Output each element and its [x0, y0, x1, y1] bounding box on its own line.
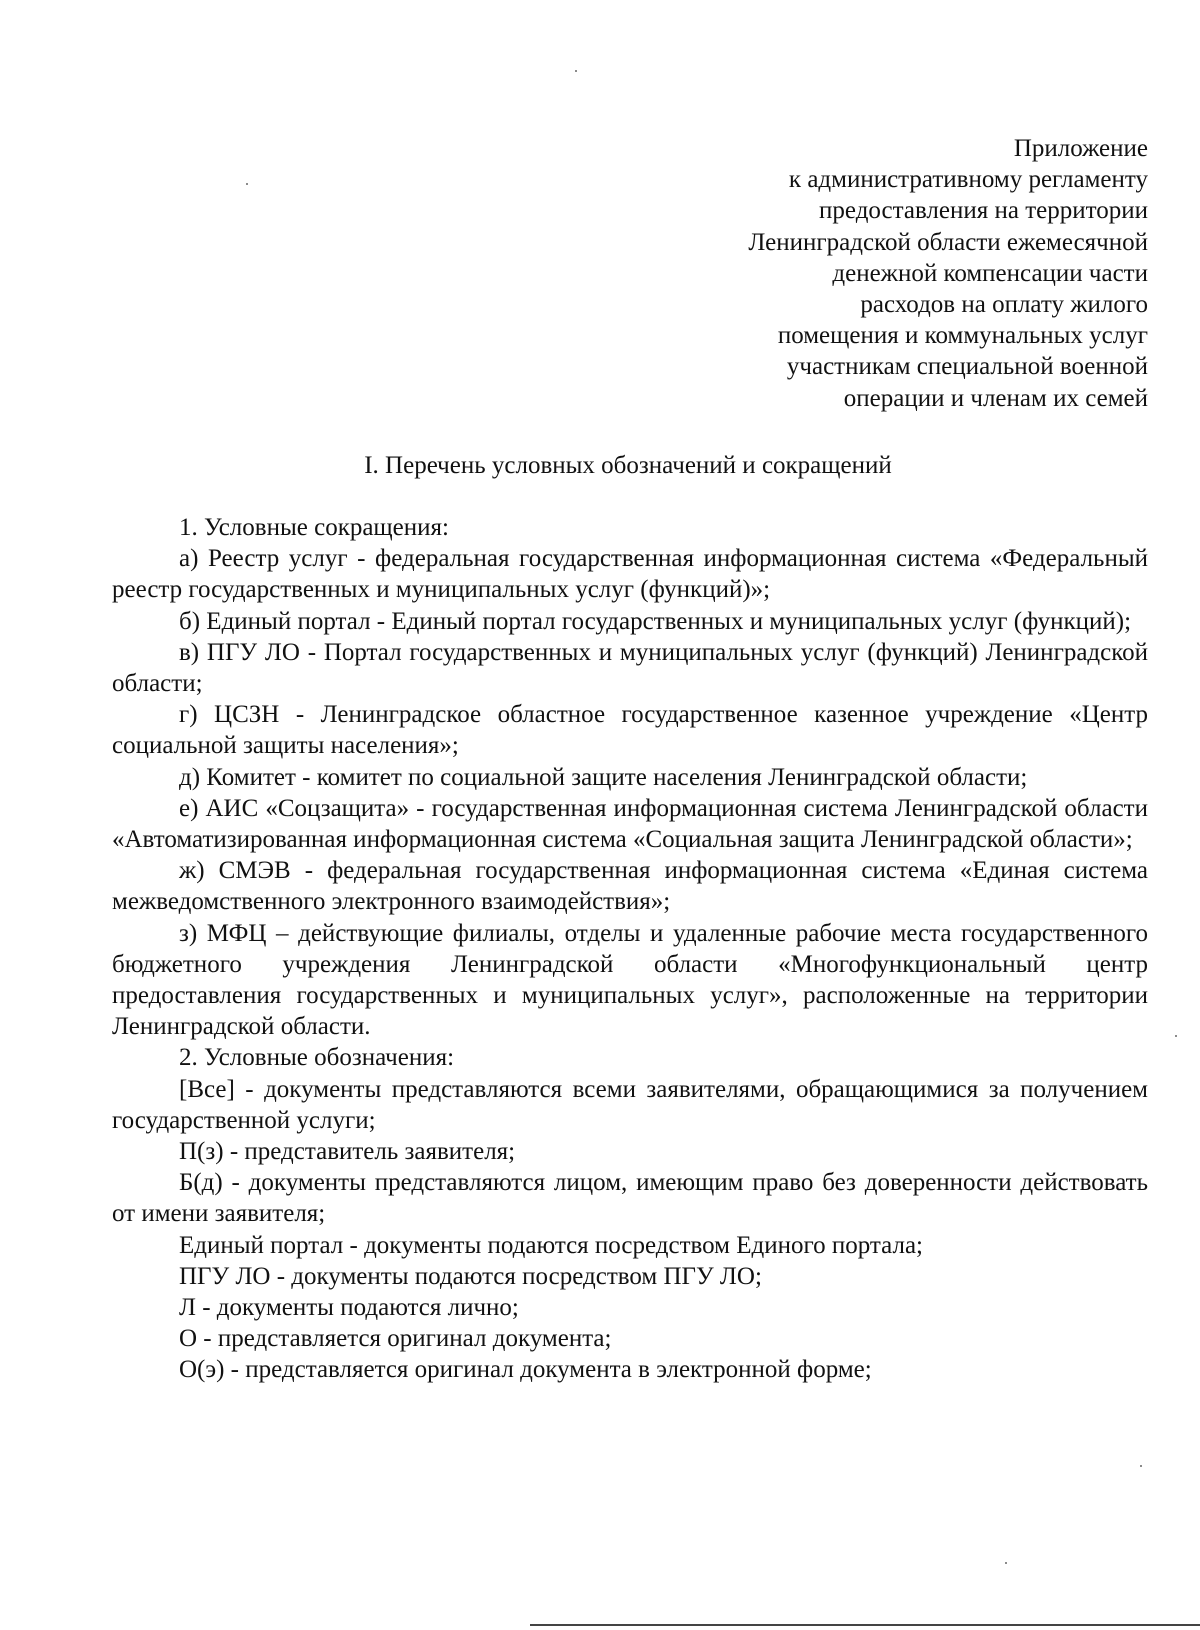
abbreviation-item: е) АИС «Соцзащита» - государственная информационная система Ленинградской области «Автоматизированная информационная система «Социальная защита Ленинградской области»;	[112, 794, 1148, 854]
symbol-item: Единый портал - документы подаются посредством Единого портала;	[179, 1231, 923, 1259]
abbreviation-item: б) Единый портал - Единый портал государственных и муниципальных услуг (функций);	[179, 607, 1132, 635]
symbol-item: ПГУ ЛО - документы подаются посредством ПГУ ЛО;	[179, 1262, 762, 1290]
symbol-item: О(э) - представляется оригинал документа в электронной форме;	[179, 1356, 872, 1384]
scan-speck	[246, 183, 248, 185]
abbreviation-item: ж) СМЭВ - федеральная государственная информационная система «Единая система межведомственного электронного взаимодействия»;	[112, 857, 1148, 916]
abbreviation-item: з) МФЦ – действующие филиалы, отделы и удаленные рабочие места государственного бюджетного учреждения Ленинградской области «Многофункциональный центр предоставления государственных и муниципальных услуг», расположенные на территории Ленинградской области.	[112, 919, 1148, 1041]
abbreviation-item: г) ЦСЗН - Ленинградское областное государственное казенное учреждение «Центр социальной защиты населения»;	[112, 701, 1148, 760]
abbreviation-item: д) Комитет - комитет по социальной защите населения Ленинградской области;	[179, 763, 1028, 791]
scan-speck	[1175, 1035, 1177, 1037]
symbol-item: [Все] - документы представляются всеми заявителями, обращающимися за получением государственной услуги;	[112, 1075, 1148, 1134]
header-line: Ленинградской области ежемесячной	[748, 228, 1148, 256]
scan-speck	[1140, 1465, 1142, 1467]
document-body	[112, 512, 1148, 1386]
section-title: I. Перечень условных обозначений и сокращений	[364, 452, 892, 479]
header-line: расходов на оплату жилого	[860, 291, 1148, 319]
header-line: участникам специальной военной	[786, 353, 1148, 381]
symbol-item: Л - документы подаются лично;	[179, 1294, 519, 1322]
abbreviation-item: а) Реестр услуг - федеральная государственная информационная система «Федеральный реестр государственных и муниципальных услуг (функций)»;	[112, 545, 1148, 604]
appendix-header	[628, 133, 1148, 414]
header-line: операции и членам их семей	[843, 384, 1148, 412]
scan-edge-line	[530, 1624, 1200, 1626]
subsection-heading-symbols: 2. Условные обозначения:	[179, 1044, 455, 1072]
header-line: к административному регламенту	[788, 166, 1148, 194]
symbol-item: О - представляется оригинал документа;	[179, 1325, 612, 1353]
header-line: помещения и коммунальных услуг	[777, 322, 1148, 350]
abbreviation-item: в) ПГУ ЛО - Портал государственных и муниципальных услуг (функций) Ленинградской области;	[112, 638, 1148, 698]
scan-speck	[575, 70, 577, 72]
scan-speck	[1005, 1562, 1007, 1564]
header-line: предоставления на территории	[819, 197, 1148, 225]
symbol-item: П(з) - представитель заявителя;	[179, 1138, 516, 1166]
header-line: денежной компенсации части	[832, 259, 1148, 287]
symbol-item: Б(д) - документы представляются лицом, имеющим право без доверенности действовать от имени заявителя;	[112, 1169, 1148, 1228]
subsection-heading-abbreviations: 1. Условные сокращения:	[179, 514, 449, 541]
header-line: Приложение	[1013, 135, 1148, 162]
